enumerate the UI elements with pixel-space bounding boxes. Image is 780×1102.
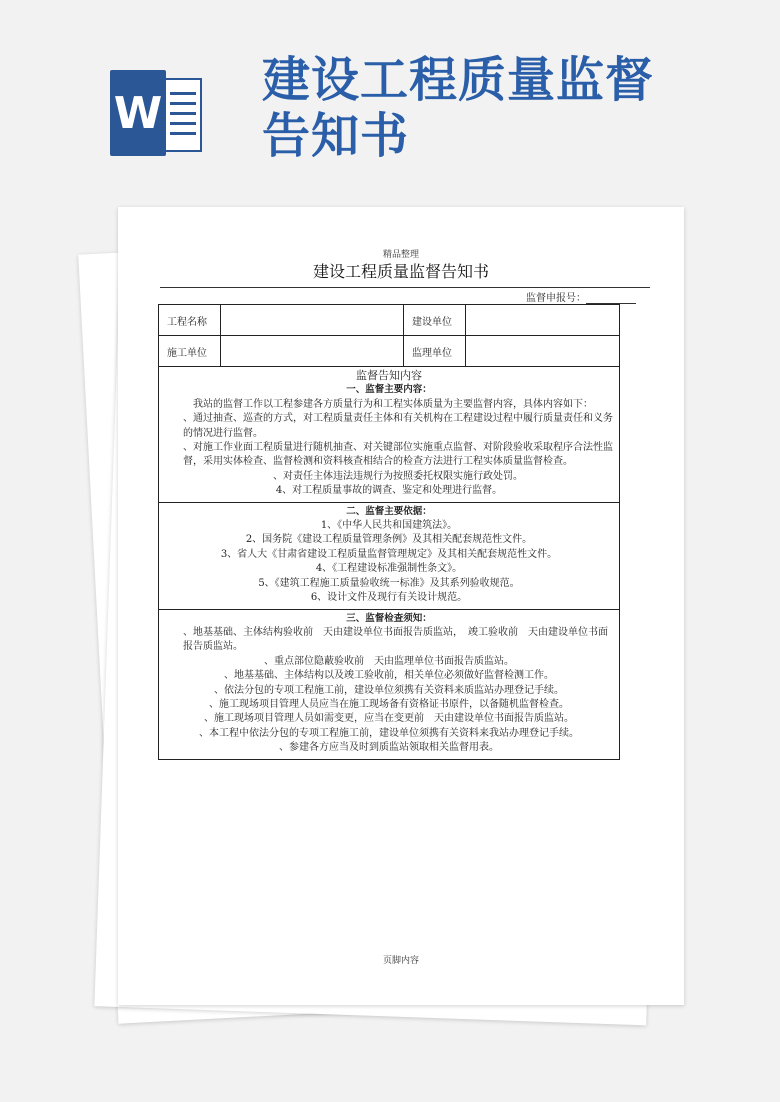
list-item: 3、省人大《甘肃省建设工程质量监督管理规定》及其相关配套规范性文件。 bbox=[220, 548, 558, 560]
table-value bbox=[466, 336, 619, 366]
list-item: 、重点部位隐蔽验收前 天由监理单位书面报告质监站。 bbox=[264, 655, 514, 667]
report-number-label: 监督申报号： bbox=[526, 293, 586, 304]
section-paragraph: 4、对工程质量事故的调查、鉴定和处理进行监督。 bbox=[275, 485, 503, 497]
word-letter: W bbox=[110, 70, 166, 156]
notice-table bbox=[158, 304, 620, 760]
section-paragraph: 我站的监督工作以工程参建各方质量行为和工程实体质量为主要监督内容，具体内容如下： bbox=[193, 398, 593, 410]
list-item: 2、国务院《建设工程质量管理条例》及其相关配套规范性文件。 bbox=[245, 534, 533, 546]
table-value bbox=[221, 305, 404, 335]
list-item: 6、设计文件及现行有关设计规范。 bbox=[310, 592, 468, 604]
list-item: 、依法分包的专项工程施工前，建设单位须携有关资料来质监站办理登记手续。 bbox=[214, 684, 564, 696]
list-item: 1、《中华人民共和国建筑法》。 bbox=[320, 520, 458, 532]
section-paragraph: 、对责任主体违法违规行为按照委托权限实施行政处罚。 bbox=[273, 470, 523, 482]
header-divider bbox=[160, 287, 650, 288]
section-inspection bbox=[159, 610, 619, 759]
table-label: 工程名称 bbox=[159, 305, 221, 335]
table-value bbox=[221, 336, 404, 366]
list-item: 、本工程中依法分包的专项工程施工前，建设单位须携有关资料来我站办理登记手续。 bbox=[199, 727, 579, 739]
word-document-icon bbox=[110, 70, 206, 156]
section-heading: 三、监督检查须知： bbox=[346, 612, 432, 624]
list-item: 、施工现场项目管理人员如需变更，应当在变更前 天由建设单位书面报告质监站。 bbox=[204, 713, 574, 725]
table-label: 监理单位 bbox=[404, 336, 466, 366]
section-paragraph: 、对施工作业面工程质量进行随机抽查、对关键部位实施重点监督、对阶段验收采取程序合法性监督，采用实体检查、监督检测和资料核查相结合的检查方法进行工程实体质量监督检查。 bbox=[183, 442, 613, 468]
banner bbox=[0, 0, 780, 200]
list-item: 4、《工程建设标准强制性条文》。 bbox=[315, 563, 463, 575]
banner-title-line1: 建设工程质量监督 bbox=[262, 52, 655, 108]
notice-content bbox=[159, 367, 619, 759]
document-page bbox=[118, 207, 684, 1005]
table-row bbox=[159, 336, 619, 367]
table-label: 建设单位 bbox=[404, 305, 466, 335]
notice-heading: 监督告知内容 bbox=[356, 369, 422, 382]
list-item: 5、《建筑工程施工质量验收统一标准》及其系列验收规范。 bbox=[258, 577, 520, 589]
list-item: 、施工现场项目管理人员应当在施工现场备有资格证书原件，以备随机监督检查。 bbox=[209, 698, 569, 710]
table-row bbox=[159, 305, 619, 336]
section-basis bbox=[159, 503, 619, 610]
table-value bbox=[466, 305, 619, 335]
list-item: 、参建各方应当及时到质监站领取相关监督用表。 bbox=[279, 742, 499, 754]
report-number-blank bbox=[586, 293, 636, 304]
table-label: 施工单位 bbox=[159, 336, 221, 366]
page-footer: 页脚内容 bbox=[382, 956, 419, 966]
list-item: 、地基基础、主体结构以及竣工验收前，相关单位必须做好监督检测工作。 bbox=[224, 670, 554, 682]
page-header: 精品整理 bbox=[382, 250, 419, 260]
section-heading: 一、监督主要内容： bbox=[346, 384, 432, 396]
section-paragraph: 、通过抽查、巡查的方式，对工程质量责任主体和有关机构在工程建设过程中履行质量责任和义务的情况进行监督。 bbox=[183, 413, 613, 439]
document-title: 建设工程质量监督告知书 bbox=[312, 262, 489, 281]
banner-title-line2: 告知书 bbox=[262, 108, 410, 164]
banner-title bbox=[262, 52, 762, 164]
section-heading: 二、监督主要依据： bbox=[346, 505, 432, 517]
report-number bbox=[526, 289, 636, 304]
list-item: 、地基基础、主体结构验收前 天由建设单位书面报告质监站， 竣工验收前 天由建设单位书面报告质监站。 bbox=[183, 626, 608, 653]
section-main-content bbox=[159, 367, 619, 503]
